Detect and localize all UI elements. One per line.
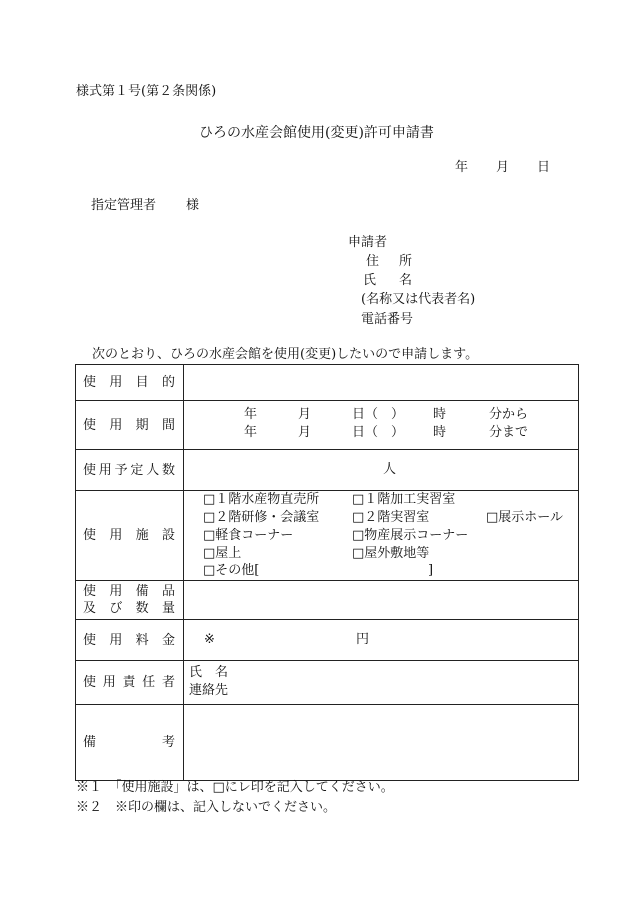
applicant-phone: 電話番号 (361, 312, 414, 327)
remarks-label: 備 考 (76, 705, 184, 781)
row-remarks (76, 705, 579, 781)
period-end-day: 日（ ） (352, 425, 405, 440)
date-year: 年 (455, 160, 469, 175)
note-2: ※２ ※印の欄は、記入しないでください。 (76, 800, 337, 815)
facility-option-1f-market[interactable]: □１階水産物直売所 (203, 492, 320, 507)
period-start-day: 日（ ） (352, 407, 405, 422)
facility-option-other[interactable]: □その他[ (203, 563, 260, 578)
facility-other-close-bracket: ] (428, 563, 434, 578)
period-end-suffix: 分まで (489, 425, 529, 440)
facility-option-2f-meeting[interactable]: □２階研修・会議室 (203, 510, 320, 525)
row-people (76, 450, 579, 491)
people-label: 使 用 予 定 人 数 (76, 450, 184, 491)
manager-contact-label: 連絡先 (189, 683, 229, 698)
equipment-field[interactable] (184, 581, 579, 620)
period-field[interactable] (184, 401, 579, 450)
addressee-honorific: 様 (186, 198, 200, 213)
facility-option-product-corner[interactable]: □物産展示コーナー (352, 528, 469, 543)
equipment-label: 使 用 備 品 及 び 数 量 (76, 581, 184, 620)
people-field[interactable] (184, 450, 579, 491)
form-number: 様式第１号(第２条関係) (76, 84, 217, 99)
applicant-name-note: (名称又は代表者名) (361, 292, 476, 307)
facility-option-rooftop[interactable]: □屋上 (203, 546, 242, 561)
manager-field[interactable] (184, 661, 579, 705)
people-unit: 人 (383, 462, 397, 477)
facility-option-exhibition-hall[interactable]: □展示ホール (486, 510, 564, 525)
date-month: 月 (496, 160, 510, 175)
period-start-year: 年 (244, 407, 258, 422)
fee-unit: 円 (356, 632, 370, 647)
fee-official-mark: ※ (204, 632, 215, 647)
addressee-name: 指定管理者 (91, 198, 157, 213)
applicant-heading: 申請者 (348, 235, 388, 250)
row-facilities (76, 491, 579, 581)
manager-label: 使 用 責 任 者 (76, 661, 184, 705)
facility-option-1f-processing[interactable]: □１階加工実習室 (352, 492, 456, 507)
facilities-field (184, 491, 579, 581)
purpose-field[interactable] (184, 365, 579, 401)
fee-label: 使 用 料 金 (76, 620, 184, 661)
period-start-suffix: 分から (489, 407, 529, 422)
row-manager (76, 661, 579, 705)
applicant-name-char2: 名 (399, 273, 413, 288)
manager-name-label: 氏 名 (189, 665, 229, 680)
row-fee (76, 620, 579, 661)
fee-field (184, 620, 579, 661)
facility-option-snack-corner[interactable]: □軽食コーナー (203, 528, 294, 543)
period-start-hour: 時 (433, 407, 447, 422)
applicant-name-char1: 氏 (363, 273, 377, 288)
facilities-label: 使 用 施 設 (76, 491, 184, 581)
row-purpose (76, 365, 579, 401)
period-end-hour: 時 (433, 425, 447, 440)
period-end-month: 月 (298, 425, 312, 440)
period-label: 使 用 期 間 (76, 401, 184, 450)
date-day: 日 (537, 160, 551, 175)
application-form-table (75, 364, 579, 781)
period-end-year: 年 (244, 425, 258, 440)
facility-option-outdoor[interactable]: □屋外敷地等 (352, 546, 430, 561)
note-1: ※１ 「使用施設」は、□にレ印を記入してください。 (76, 780, 394, 795)
applicant-address-char2: 所 (399, 254, 413, 269)
row-equipment (76, 581, 579, 620)
purpose-label: 使 用 目 的 (76, 365, 184, 401)
period-start-month: 月 (298, 407, 312, 422)
applicant-address-char1: 住 (366, 254, 380, 269)
remarks-field[interactable] (184, 705, 579, 781)
facility-option-2f-training[interactable]: □２階実習室 (352, 510, 430, 525)
intro-text: 次のとおり、ひろの水産会館を使用(変更)したいので申請します。 (92, 347, 479, 362)
document-title: ひろの水産会館使用(変更)許可申請書 (199, 125, 434, 141)
row-period (76, 401, 579, 450)
